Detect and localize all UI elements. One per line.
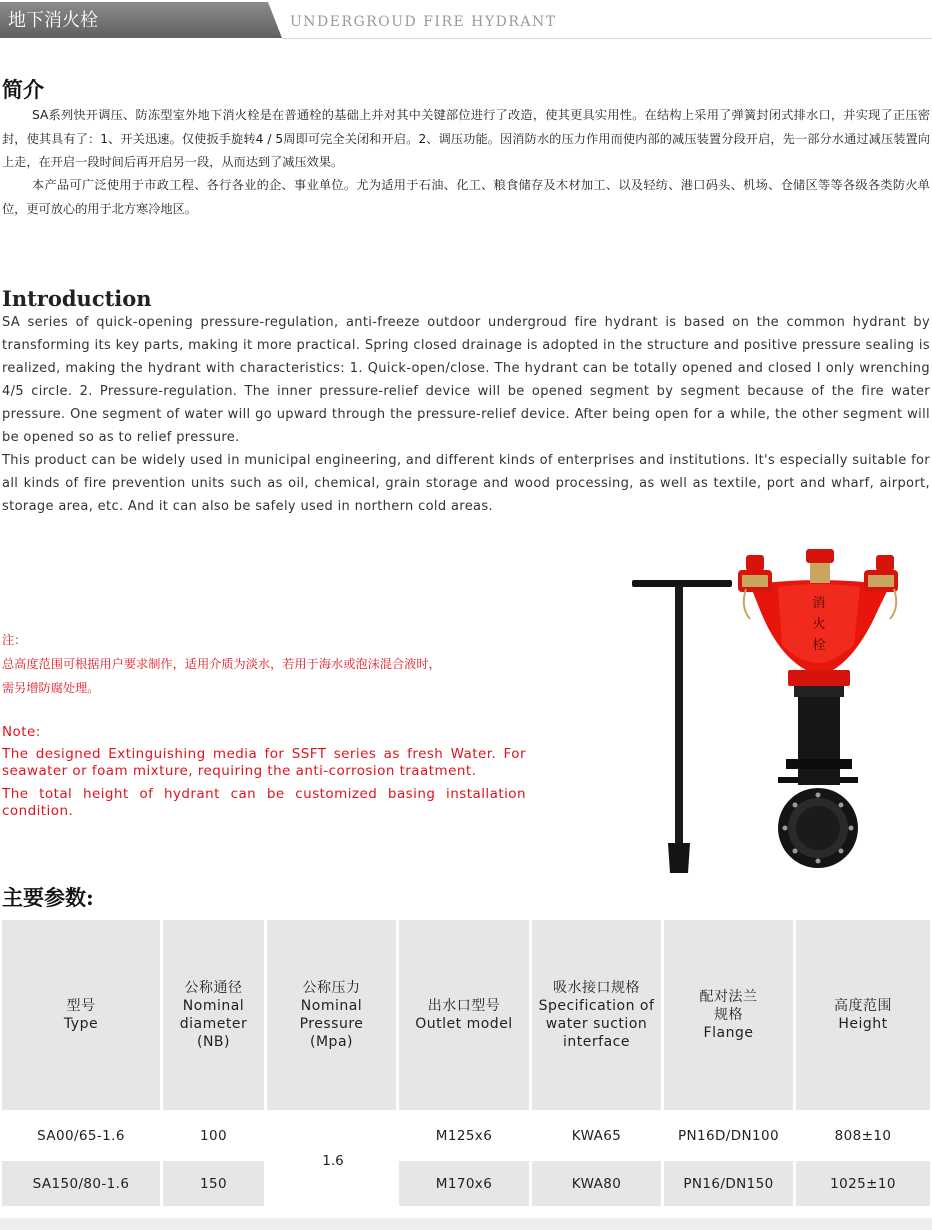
body-label-char-3: 栓 (812, 638, 826, 653)
header-height: 高度范围 Height (796, 920, 930, 1110)
note-en (2, 724, 526, 820)
cell-diameter: 150 (163, 1158, 267, 1206)
cell-type: SA150/80-1.6 (2, 1158, 163, 1206)
cell-height: 1025±10 (796, 1158, 930, 1206)
intro-cn-paragraph-2: 本产品可广泛使用于市政工程、各行各业的企、事业单位。尤为适用于石油、化工、粮食储存及木材加工、以及轻纺、港口码头、机场、仓储区等等各级各类防火单位，更可放心的用于北方寒冷地区。 (2, 178, 930, 216)
table-header-row (2, 920, 930, 1110)
note-en-label: Note: (2, 724, 41, 740)
params-table (2, 920, 930, 1206)
fire-hydrant-image (628, 545, 928, 885)
page-title: 地下消火栓 (8, 10, 98, 31)
cell-flange: PN16/DN150 (664, 1158, 796, 1206)
cell-pressure: 1.6 (267, 1113, 399, 1209)
intro-en-paragraph-2: This product can be widely used in municipal engineering, and different kinds of enterprises and institutions. lt's especially suitable for all kinds of fire prevention units such as oil, chemical, grain storage and wood processing, as well as textile, port and wharf, airport, storage area, etc. And it can also be safely used in northern cold areas. (2, 453, 930, 514)
note-en-text-1: The designed Extinguishing media for SSFT series as fresh Water. For seawater or foam mixture, requiring the anti-corrosion traatment. (2, 746, 526, 779)
page-header (0, 0, 932, 40)
page-subtitle: UNDERGROUD FIRE HYDRANT (290, 14, 557, 30)
body-label-char-1: 消 (812, 596, 826, 611)
note-cn-line-1: 总高度范围可根据用户要求制作，适用介质为淡水，若用于海水或泡沫混合液时， (2, 657, 441, 671)
t-wrench-icon (632, 580, 732, 873)
header-outlet: 出水口型号 Outlet model (399, 920, 532, 1110)
intro-cn-paragraph-1: SA系列快开调压、防冻型室外地下消火栓是在普通栓的基础上并对其中关键部位进行了改造，使其更具实用性。在结构上采用了弹簧封闭式排水口，并实现了正压密封，使其具有了：1、开关迅速。仅使扳手旋转4 / 5周即可完全关闭和开启。2、调压功能。因消防水的压力作用而使内部的减压装置分段开启，先一部分水通过减压装置向上走，在开启一段时间后再开启另一段，从而达到了减压效果。 (2, 108, 930, 169)
intro-cn-heading: 简介 (2, 77, 44, 102)
note-cn-label: 注： (2, 633, 27, 647)
table-row (2, 1158, 930, 1206)
header-divider (282, 38, 932, 39)
table-row (2, 1110, 930, 1158)
cell-interface: KWA65 (532, 1110, 664, 1158)
header-flange: 配对法兰 规格 Flange (664, 920, 796, 1110)
cell-interface: KWA80 (532, 1158, 664, 1206)
cell-type: SA00/65-1.6 (2, 1110, 163, 1158)
intro-en-heading: Introduction (2, 286, 152, 311)
cell-outlet: M125x6 (399, 1110, 532, 1158)
note-en-text-2: The total height of hydrant can be customized basing installation condition. (2, 786, 526, 819)
params-heading: 主要参数: (2, 885, 94, 910)
header-pressure: 公称压力 Nominal Pressure (Mpa) (267, 920, 399, 1110)
header-interface: 吸水接口规格 Specification of water suction interface (532, 920, 664, 1110)
cell-flange: PN16D/DN100 (664, 1110, 796, 1158)
cell-diameter: 100 (163, 1110, 267, 1158)
note-cn-line-2: 需另增防腐处理。 (2, 681, 100, 695)
table-body (2, 1110, 930, 1206)
header-diameter: 公称通径 Nominal diameter (NB) (163, 920, 267, 1110)
footer-strip (0, 1218, 932, 1230)
cell-outlet: M170x6 (399, 1158, 532, 1206)
cell-height: 808±10 (796, 1110, 930, 1158)
body-label-char-2: 火 (812, 617, 826, 632)
intro-en-paragraph-1: SA series of quick-opening pressure-regulation, anti-freeze outdoor undergroud fire hydrant is based on the common hydrant by transforming its key parts, making it more practical. Spring closed drainage is adopted in the structure and positive pressure sealing is realized, making the hydrant with characteristics: 1. Quick-open/close. The hydrant can be totally opened and closed I only wrenching 4/5 circle. 2. Pressure-regulation. The inner pressure-relief device will be opened segment by segment because of the fire water pressure. One segment of water will go upward through the pressure-relief device. After being open for a while, the other segment will be opened so as to relief pressure. (2, 315, 930, 445)
note-cn (2, 628, 526, 700)
header-type: 型号 Type (2, 920, 163, 1110)
